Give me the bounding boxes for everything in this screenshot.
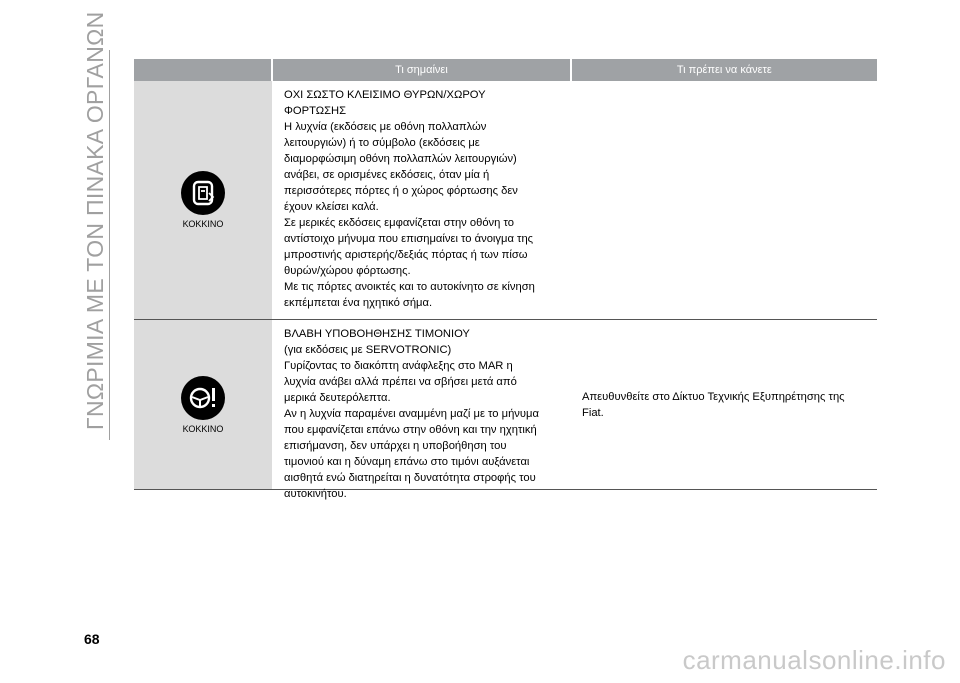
text-line: Αν η λυχνία παραμένει αναμμένη μαζί με το μήνυμα bbox=[284, 408, 539, 420]
text-line: Η λυχνία (εκδόσεις με οθόνη πολλαπλών bbox=[284, 121, 487, 133]
header-meaning: Τι σημαίνει bbox=[271, 59, 569, 81]
icon-cell bbox=[134, 81, 272, 319]
text-line: αισθητά ενώ διατηρείται η δυνατότητα στροφής του bbox=[284, 472, 536, 484]
action-cell bbox=[570, 81, 877, 319]
section-divider bbox=[109, 50, 110, 440]
text-line: επισήμανση, δεν υπάρχει η υποβοήθηση του bbox=[284, 440, 507, 452]
table-row bbox=[134, 81, 877, 320]
text-line: ΦΟΡΤΩΣΗΣ bbox=[284, 105, 346, 117]
meaning-cell bbox=[272, 81, 570, 319]
text-line: Fiat. bbox=[582, 406, 604, 419]
icon-color-label: ΚΟΚΚΙΝΟ bbox=[182, 423, 224, 434]
text-line: Με τις πόρτες ανοικτές και το αυτοκίνητο σε κίνηση bbox=[284, 281, 535, 293]
table-row bbox=[134, 320, 877, 500]
text-line: λυχνία ανάβει αλλά πρέπει να σβήσει μετά από bbox=[284, 376, 517, 388]
text-line: ανάβει, σε ορισμένες εκδόσεις, όταν μία ή bbox=[284, 169, 490, 181]
text-line: εκπέμπεται ένα ηχητικό σήμα. bbox=[284, 297, 433, 309]
watermark: carmanualsonline.info bbox=[682, 645, 946, 675]
header-action: Τι πρέπει να κάνετε bbox=[570, 59, 877, 81]
text-line: μπροστινής αριστερής/δεξιάς πόρτας ή των πίσω bbox=[284, 249, 528, 261]
header-icon-column bbox=[134, 59, 271, 81]
action-cell bbox=[570, 320, 877, 489]
text-line: Γυρίζοντας το διακόπτη ανάφλεξης στο MAR η bbox=[284, 360, 513, 372]
text-line: ΟΧΙ ΣΩΣΤΟ ΚΛΕΙΣΙΜΟ ΘΥΡΩΝ/ΧΩΡΟΥ bbox=[284, 89, 486, 101]
text-line: Απευθυνθείτε στο Δίκτυο Τεχνικής Εξυπηρέτησης της bbox=[582, 390, 845, 403]
text-line: τιμονιού και η δύναμη επάνω στο τιμόνι αυξάνεται bbox=[284, 456, 530, 468]
text-line: λειτουργιών) ή το σύμβολο (εκδόσεις με bbox=[284, 137, 480, 149]
text-line: έχουν κλείσει καλά. bbox=[284, 201, 379, 213]
text-line: (για εκδόσεις με SERVOTRONIC) bbox=[284, 344, 452, 356]
icon-color-label: ΚΟΚΚΙΝΟ bbox=[182, 219, 224, 229]
steering-wheel-warning-icon bbox=[181, 376, 225, 420]
meaning-cell bbox=[272, 320, 570, 500]
indicator-table bbox=[134, 59, 877, 500]
page-number: 68 bbox=[84, 631, 100, 647]
text-line: διαμορφώσιμη οθόνη πολλαπλών λειτουργιών) bbox=[284, 153, 517, 165]
door-open-icon bbox=[181, 171, 225, 215]
text-line: που εμφανίζεται επάνω στην οθόνη και την ηχητική bbox=[284, 424, 537, 436]
text-line: μερικά δευτερόλεπτα. bbox=[284, 392, 391, 404]
text-line: περισσότερες πόρτες ή ο χώρος φόρτωσης δεν bbox=[284, 185, 518, 197]
text-line: Σε μερικές εκδόσεις εμφανίζεται στην οθόνη το bbox=[284, 217, 514, 229]
text-line: αντίστοιχο μήνυμα που επισημαίνει το άνοιγμα της bbox=[284, 233, 534, 245]
text-line: θυρών/χώρου φόρτωσης. bbox=[284, 265, 411, 277]
text-line: αυτοκινήτου. bbox=[284, 488, 347, 500]
table-header bbox=[134, 59, 877, 81]
section-title: ΓΝΩΡΙΜΙΑ ΜΕ ΤΟΝ ΠΙΝΑΚΑ ΟΡΓΑΝΩΝ bbox=[82, 11, 108, 430]
icon-cell bbox=[134, 320, 272, 489]
text-line: ΒΛΑΒΗ ΥΠΟΒΟΗΘΗΣΗΣ ΤΙΜΟΝΙΟΥ bbox=[284, 328, 470, 340]
